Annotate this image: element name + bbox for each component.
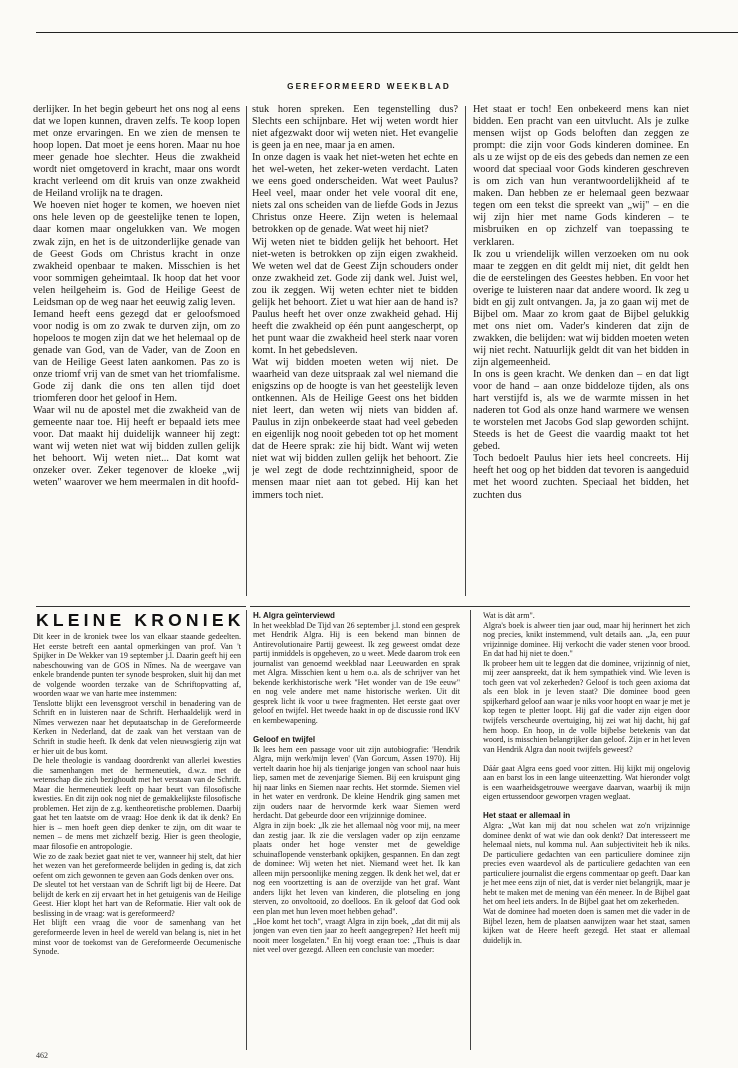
- paragraph: Ik lees hem een passage voor uit zijn autobiografie: 'Hendrik Algra, mijn werk/mijn leven' (Van Gorcum, Assen 1970). Hij vertelt daarin hoe hij als tienjarige jongen van school naar huis liep, samen met de zevenjarige Siemen. Bij een kruispunt ging hij naar links en Siemen naar rechts. Het stormde. Siemen viel in het water en verdronk. De kleine Hendrik ging samen met zijn ouders naar de hervormde kerk waar Siemen werd herdacht. Dat gebeurde door een vrijzinnige dominee. Algra in zijn boek: „Ik zie het allemaal nòg voor mij, na meer dan zestig jaar. Ik zie die verslagen vader op zijn eenzame plaats onder het hoge venster met de geweldige schuinaflopende vensterbank opkijken, gespannen. En dan zegt de dominee: Wij weten het niet. Niemand weet het. Ik kan alleen mijn persoonlijke mening zeggen. Ik denk het wel, dat er nog een voortzetting is aan de overzijde van het graf. Want anders lijkt het leven van kinderen, die plotseling en jong sterven, zo onvoltooid, zo doelloos. En ik geloof dat God ook een plan met hun leven moet hebben gehad". „Hoe komt het toch", vraagt Algra in zijn boek, „dat dit mij als jongen van even tien jaar zo heeft aangegrepen? Het heeft mij nooit meer losgelaten." En hij voegt eraan toe: „Thuis is daar niet veel over gezegd. Alleen een conclusie van moeder:: [253, 744, 460, 955]
- column-divider: [470, 610, 471, 1050]
- paragraph: Wat is dàt arm". Algra's boek is alweer tien jaar oud, maar hij herinnert het zich nog precies, knikt instemmend, vult details aan. „Ja, een puur vrijzinnige dominee. Hij verkocht die vader stenen voor brood. En dat had hij niet te doen." Ik probeer hem uit te leggen dat die dominee, vrijzinnig of niet, mij zeer aanspreekt, dat ik hem sympathiek vind. Wie leven is toch geen vat vol zekerheden? Geloof is toch geen axioma dat als een blok in je leven staat? Die dominee bood geen spijkerhard geloof aan waar je niks voor hoopt en waar je met je kop tegen te pletter loopt. Hij gaf die vader zijn eigen door twijfels verscheurde overtuiging, hij zei wat hij dacht, hij gaf hem hoop. En hoop, in de volle bijbelse betekenis van dat woord, is misschien belangrijker dan geloof. Zijn er in het leven van Hendrik Algra dan nooit twijfels geweest? Dáár gaat Algra eens goed voor zitten. Hij kijkt mij ongelovig aan en barst los in een lange uiteenzetting. Wat hieronder volgt is een waarheidsgetrouwe weergave daarvan, waarbij ik mijn eigen ertussendoor geworpen vragen weglaat.: [483, 611, 690, 802]
- subheading-geloof: Geloof en twijfel: [253, 735, 316, 745]
- subheading-staat: Het staat er allemaal in: [483, 811, 571, 821]
- column-divider: [465, 106, 466, 596]
- top-rule: [36, 32, 738, 33]
- section-rule: [36, 606, 246, 607]
- section-rule: [250, 606, 690, 607]
- paragraph: In het weekblad De Tijd van 26 september j.l. stond een gesprek met Hendrik Algra. Hij is een bekend man binnen de Antirevolutionaire Partij geweest. Ik zeg geweest omdat deze partij inmiddels is opgeheven, zo u weet. Mede daarom trok een journalist van genoemd weekblad naar Leeuwarden en sprak met Algra. Misschien kent u hem o.a. als de schrijver van het bekende kerkhistorische werk "Het wonder van de 19e eeuw" en nog vele andere met name historische werken. Uit dit gesprek licht ik voor u twee fragmenten. Het eerste gaat over geloof en twijfel. Het tweede haakt in op de discussie rond IKV en kernbewapening.: [253, 620, 460, 726]
- article-column-3: Het staat er toch! Een onbekeerd mens kan niet bidden. Een pracht van een uitvlucht. Als je zulke mensen wijst op Gods beloften dan zeggen ze prompt: die zijn voor Gods kinderen dominee. En als u ze wijst op de eis des gebeds dan nemen ze een woord dat speciaal voor Gods kinderen geschreven is om zich van hun verantwoordelijkheid af te maken. Dan hebben ze er helemaal geen bezwaar tegen om een tekst die spreekt van „wij" – en die wij zijn hier met name Gods kinderen – te misbruiken en op zichzelf van toepassing te verklaren. Ik zou u vriendelijk willen verzoeken om nu ook maar te zeggen en dit geldt mij niet, dit geldt hen die de eerstelingen des Geestes hebben. En voor het overige te luisteren naar dat andere woord. Ik zeg u bidt en gij zult ontvangen. Ja, ja zo gaan wij met de Bijbel om. Maar zo krom gaat de Bijbel gelukkig met ons niet om. Vader's kinderen dat zijn de zwakken, die belijden: wat wij bidden moeten weten wij niet recht. Natuurlijk geldt dit van het bidden in zijn algemeenheid. In ons is geen kracht. We denken dan – en dat ligt voor de hand – aan onze biddeloze tijden, als ons hart verstijfd is, als we de warmte missen in het naderen tot God als onze hand warmere we wensen te worstelen met Jacobs God slap geworden schijnt. Steeds is het de Geest die vaardig maakt tot het gebed. Toch bedoelt Paulus hier iets heel concreets. Hij heeft het oog op het bidden dat tevoren is aangeduid met het woord zuchten. Speciaal het bidden, het zuchten dus: [473, 104, 689, 501]
- kroniek-column-2: [253, 611, 460, 1053]
- page-number: 462: [36, 1051, 48, 1060]
- column-divider: [246, 106, 247, 596]
- page-header: GEREFORMEERD WEEKBLAD: [287, 82, 451, 91]
- kroniek-column-3: [483, 611, 690, 1053]
- kroniek-title: KLEINE KRONIEK: [36, 610, 245, 630]
- paragraph: Algra: „Wat kan mij dat nou schelen wat zo'n vrijzinnige dominee denkt of wat wie dan ook denkt? Dat interesseert me helemaal niets, nul komma nul. Aan subjectiviteit heb ik niks. De particuliere gedachten van een particuliere dominee zijn precies even waardevol als de particuliere gedachten van een particuliere journalist die ergens commentaar op geeft. Daar kan je het mee eens zijn of niet, dat is verder niet belangrijk, maar je hebt te maken met de mening van één meneer. In de Bijbel gaat het om heel iets anders. In de Bijbel gaat het om zekerheden. Wat de dominee had moeten doen is samen met die vader in de Bijbel lezen, hem de plaatsen aanwijzen waar het staat, samen kijken wat de Heere heeft gezegd. Het staat er allemaal duidelijk in.: [483, 821, 690, 945]
- article-column-1: derlijker. In het begin gebeurt het ons nog al eens dat we lopen kunnen, draven zelfs. Te koop lopen met onze ervaringen. En we zien de mensen te hoop lopen. Dat moet je eens horen. Maar nu hoe meer genade hoe slechter. Heus die zwakheid wordt niet omgetoverd in kracht, maar ons wordt kracht verleend om dit kruis van onze zwakheid de Heiland vrolijk na te dragen. We hoeven niet hoger te komen, we hoeven niet ons hele leven op de geestelijke tenen te lopen, daar komen maar ongelukken van. We mogen zwak zijn, en het is de uitzonderlijke genade van de Geest Gods om Christus kracht in onze zwakheid openbaar te maken. Misschien is het voor sommigen geheimtaal. Ik hoop dat het voor velen heilgeheim is. God de Heilige Geest de Leidsman op de weg naar het eeuwig zalig leven. Iemand heeft eens gezegd dat er geloofsmoed voor nodig is om zo zwak te durven zijn, om zo hopeloos te mogen zijn dat we het helemaal op de genade van God, van de Vader, van de Zoon en van de Heilige Geest laten aankomen. Pas zo is onze triomf vrij van de smet van het triomfalisme. Gode zij dank die ons ten allen tijd doet triomferen door het geloof in Hem. Waar wil nu de apostel met die zwakheid van de gemeente naar toe. Hij heeft er bepaald iets mee voor. Dat maakt hij duidelijk wanneer hij zegt: want wij weten niet wat wij bidden zullen gelijk het behoort. Wij weten niet... Dat komt wat onzeker over. Zeker tegenover de kloeke „wij weten" waarover we hem meermalen in dit hoofd-: [33, 104, 240, 489]
- article-column-2: stuk horen spreken. Een tegenstelling dus? Slechts een schijnbare. Het wij weten wordt hier niet afgezwakt door wij weten niet. Het evangelie is geen ja en nee, maar ja en amen. In onze dagen is vaak het niet-weten het echte en het wel-weten, het zeker-weten verdacht. Laten we eens goed onderscheiden. Wat weet Paulus? Heel veel, maar onder het vele vooral dit ene, niets zal ons scheiden van de liefde Gods in Jezus Christus onze Heere. Zijn weten is helemaal betrokken op de genade. Wat weet hij niet? Wij weten niet te bidden gelijk het behoort. Het niet-weten is betrokken op zijn eigen zwakheid. We weten wel dat de Geest Zijn schouders onder onze zwakheid zet. Gode zij dank wel. Juist wel, zou ik zeggen. Wij weten echter niet te bidden gelijk het behoort. Ziet u wat hier aan de hand is? Paulus heeft het over onze zwakheid gehad. Hij heeft die zwakheid op één punt aangescherpt, op het punt waar die zwakheid heel sterk naar voren komt. In het gebedsleven. Wat wij bidden moeten weten wij niet. De waarheid van deze uitspraak zal wel niemand die enigszins op de hoogte is van het geestelijk leven ontkennen. Als de Heilige Geest ons het bidden niet leert, dan weten wij niets van bidden af. Paulus in zijn onbekeerde staat had veel gebeden en eigenlijk nog nooit gebeden tot op het moment dat de Heere sprak: zie hij bidt. Want wij weten niet wat wij bidden zullen gelijk het behoort. Zie je wel zegt de dode rechtzinnigheid, spoor de mensen maar niet aan tot gebed. Hij kan het immers toch niet.: [252, 104, 458, 501]
- subheading-algra: H. Algra geïnterviewd: [253, 611, 335, 620]
- kroniek-column-1: Dit keer in de kroniek twee los van elkaar staande gedeelten. Het eerste betreft een aantal opmerkingen van prof. Van 't Spijker in De Wekker van 19 september j.l. Daarin geeft hij een nabeschouwing van de GOS in Nîmes. Na de weergave van enkele brandende punten ter synode besproken, sluit hij dan met de volgende woorden terzake van de Schriftopvatting af, woorden waar we van harte mee instemmen: Tenslotte blijkt een levensgroot verschil in benadering van de Schrift en in luisteren naar de Schrift. Herhaaldelijk werd in Nîmes verwezen naar het deputaatschap in de Gereformeerde Kerken in Nederland, dat de zaak van het verstaan van de Schrift in studie heeft. Ik denk dat velen nieuwsgierig zijn wat er hier uit de bus komt. De hele theologie is vandaag doordrenkt van allerlei kwesties die samenhangen met de hermeneutiek, d.w.z. met de wetenschap die zich bezighoudt met het verstaan van de Schrift. Maar die hermeneutiek leeft op haar beurt van filosofische kwesties. En dit zijn ook nog niet de gemakkelijkste filosofische problemen. Het zijn de z.g. kentheoretische problemen. Daarbij gaat het ten laatste om de vraag: Hoe denk ik dat ik denk? En hier is – men hoeft geen diep denker te zijn, om dit waar te nemen – de mens met zichzelf bezig. Hier is geen theologie, maar filosofie en antropologie. Wie zo de zaak beziet gaat niet te ver, wanneer hij stelt, dat hier het wezen van het gereformeerde belijden in geding is, dat zich oefent om zich gewonnen te geven aan Gods denken over ons. De sleutel tot het verstaan van de Schrift ligt bij de Heere. Dat belijdt de kerk en zij ervaart het in het getuigenis van de Heilige Geest. Hier klopt het hart van de Reformatie. Hier valt ook de beslissing in de vraag: wat is gereformeerd? Het blijft een vraag die voor de samenhang van het gereformeerde leven in heel de wereld van belang is, niet in het minst voor de toekomst van de Gereformeerde Oecumenische Synode.: [33, 632, 241, 957]
- column-divider: [246, 610, 247, 1050]
